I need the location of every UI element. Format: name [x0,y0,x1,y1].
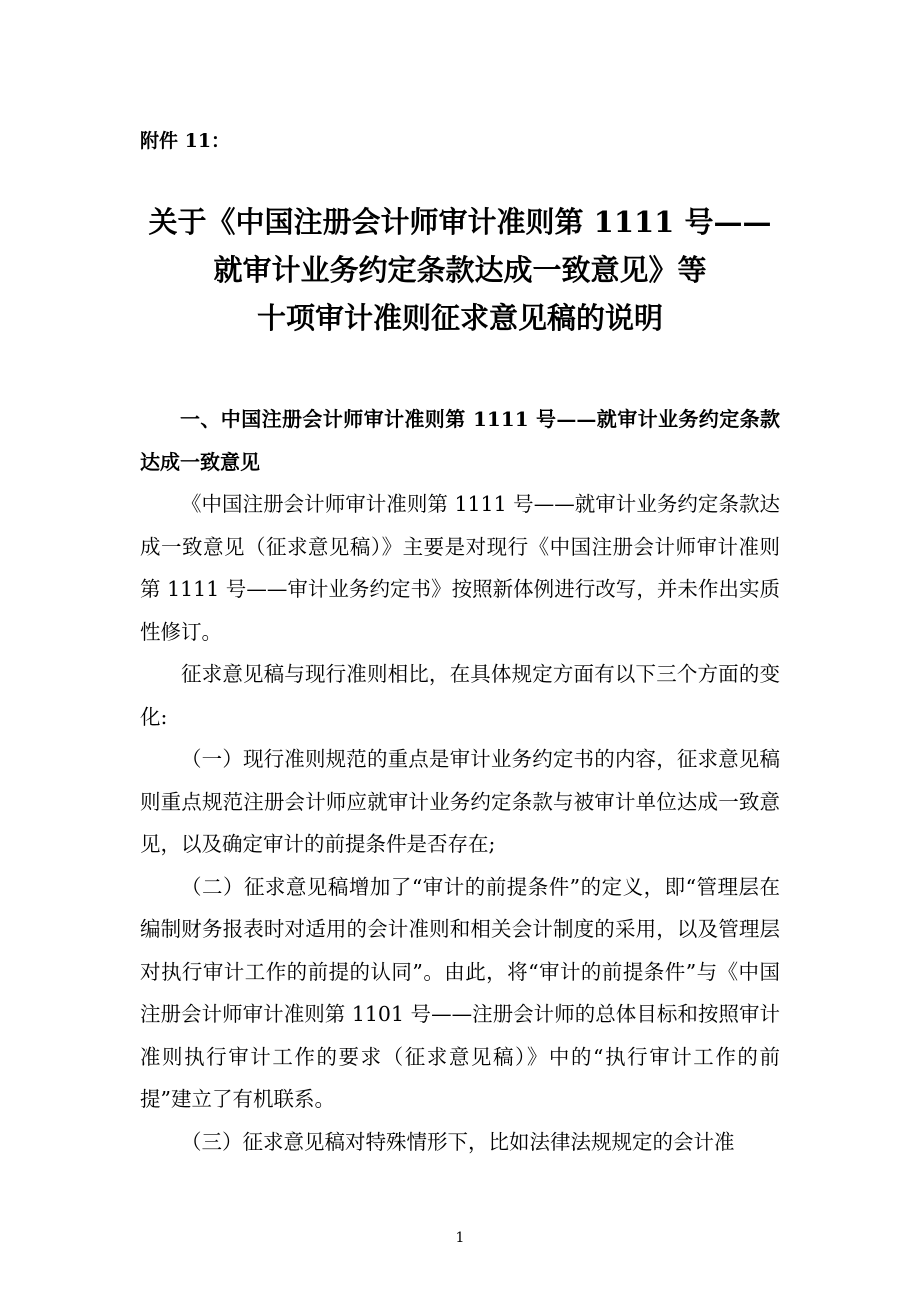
section-heading: 一、中国注册会计师审计准则第 1111 号——就审计业务约定条款达成一致意见 [140,407,780,474]
body-paragraph-changes: 征求意见稿与现行准则相比，在具体规定方面有以下三个方面的变化: [140,662,780,729]
body-paragraph-intro: 《中国注册会计师审计准则第 1111 号——就审计业务约定条款达成一致意见（征求意见稿）》主要是对现行《中国注册会计师审计准则第 1111 号——审计业务约定书》按照新体例进行改写，并未作出实质性修订。 [140,492,780,644]
body-paragraph-item-1: （一）现行准则规范的重点是审计业务约定书的内容，征求意见稿则重点规范注册会计师应就审计业务约定条款与被审计单位达成一致意见，以及确定审计的前提条件是否存在; [140,747,780,856]
title-line-3: 十项审计准则征求意见稿的说明 [256,301,663,335]
title-line-1: 关于《中国注册会计师审计准则第 1111 号—— [148,205,772,239]
document-title [100,198,820,342]
attachment-label: 附件 11： [140,130,231,152]
body-paragraph-item-2: （二）征求意见稿增加了“审计的前提条件”的定义，即“管理层在编制财务报表时对适用的会计准则和相关会计制度的采用，以及管理层对执行审计工作的前提的认同”。由此，将“审计的前提条件”与《中国注册会计师审计准则第 1101 号——注册会计师的总体目标和按照审计准则执行审计工作的要求（征求意见稿）》中的“执行审计工作的前提”建立了有机联系。 [140,874,780,1111]
document-body [140,398,780,1163]
body-paragraph-item-3: （三）征求意见稿对特殊情形下，比如法律法规规定的会计准 [181,1129,735,1154]
title-line-2: 就审计业务约定条款达成一致意见》等 [213,253,707,287]
page-number: 1 [455,1230,465,1246]
